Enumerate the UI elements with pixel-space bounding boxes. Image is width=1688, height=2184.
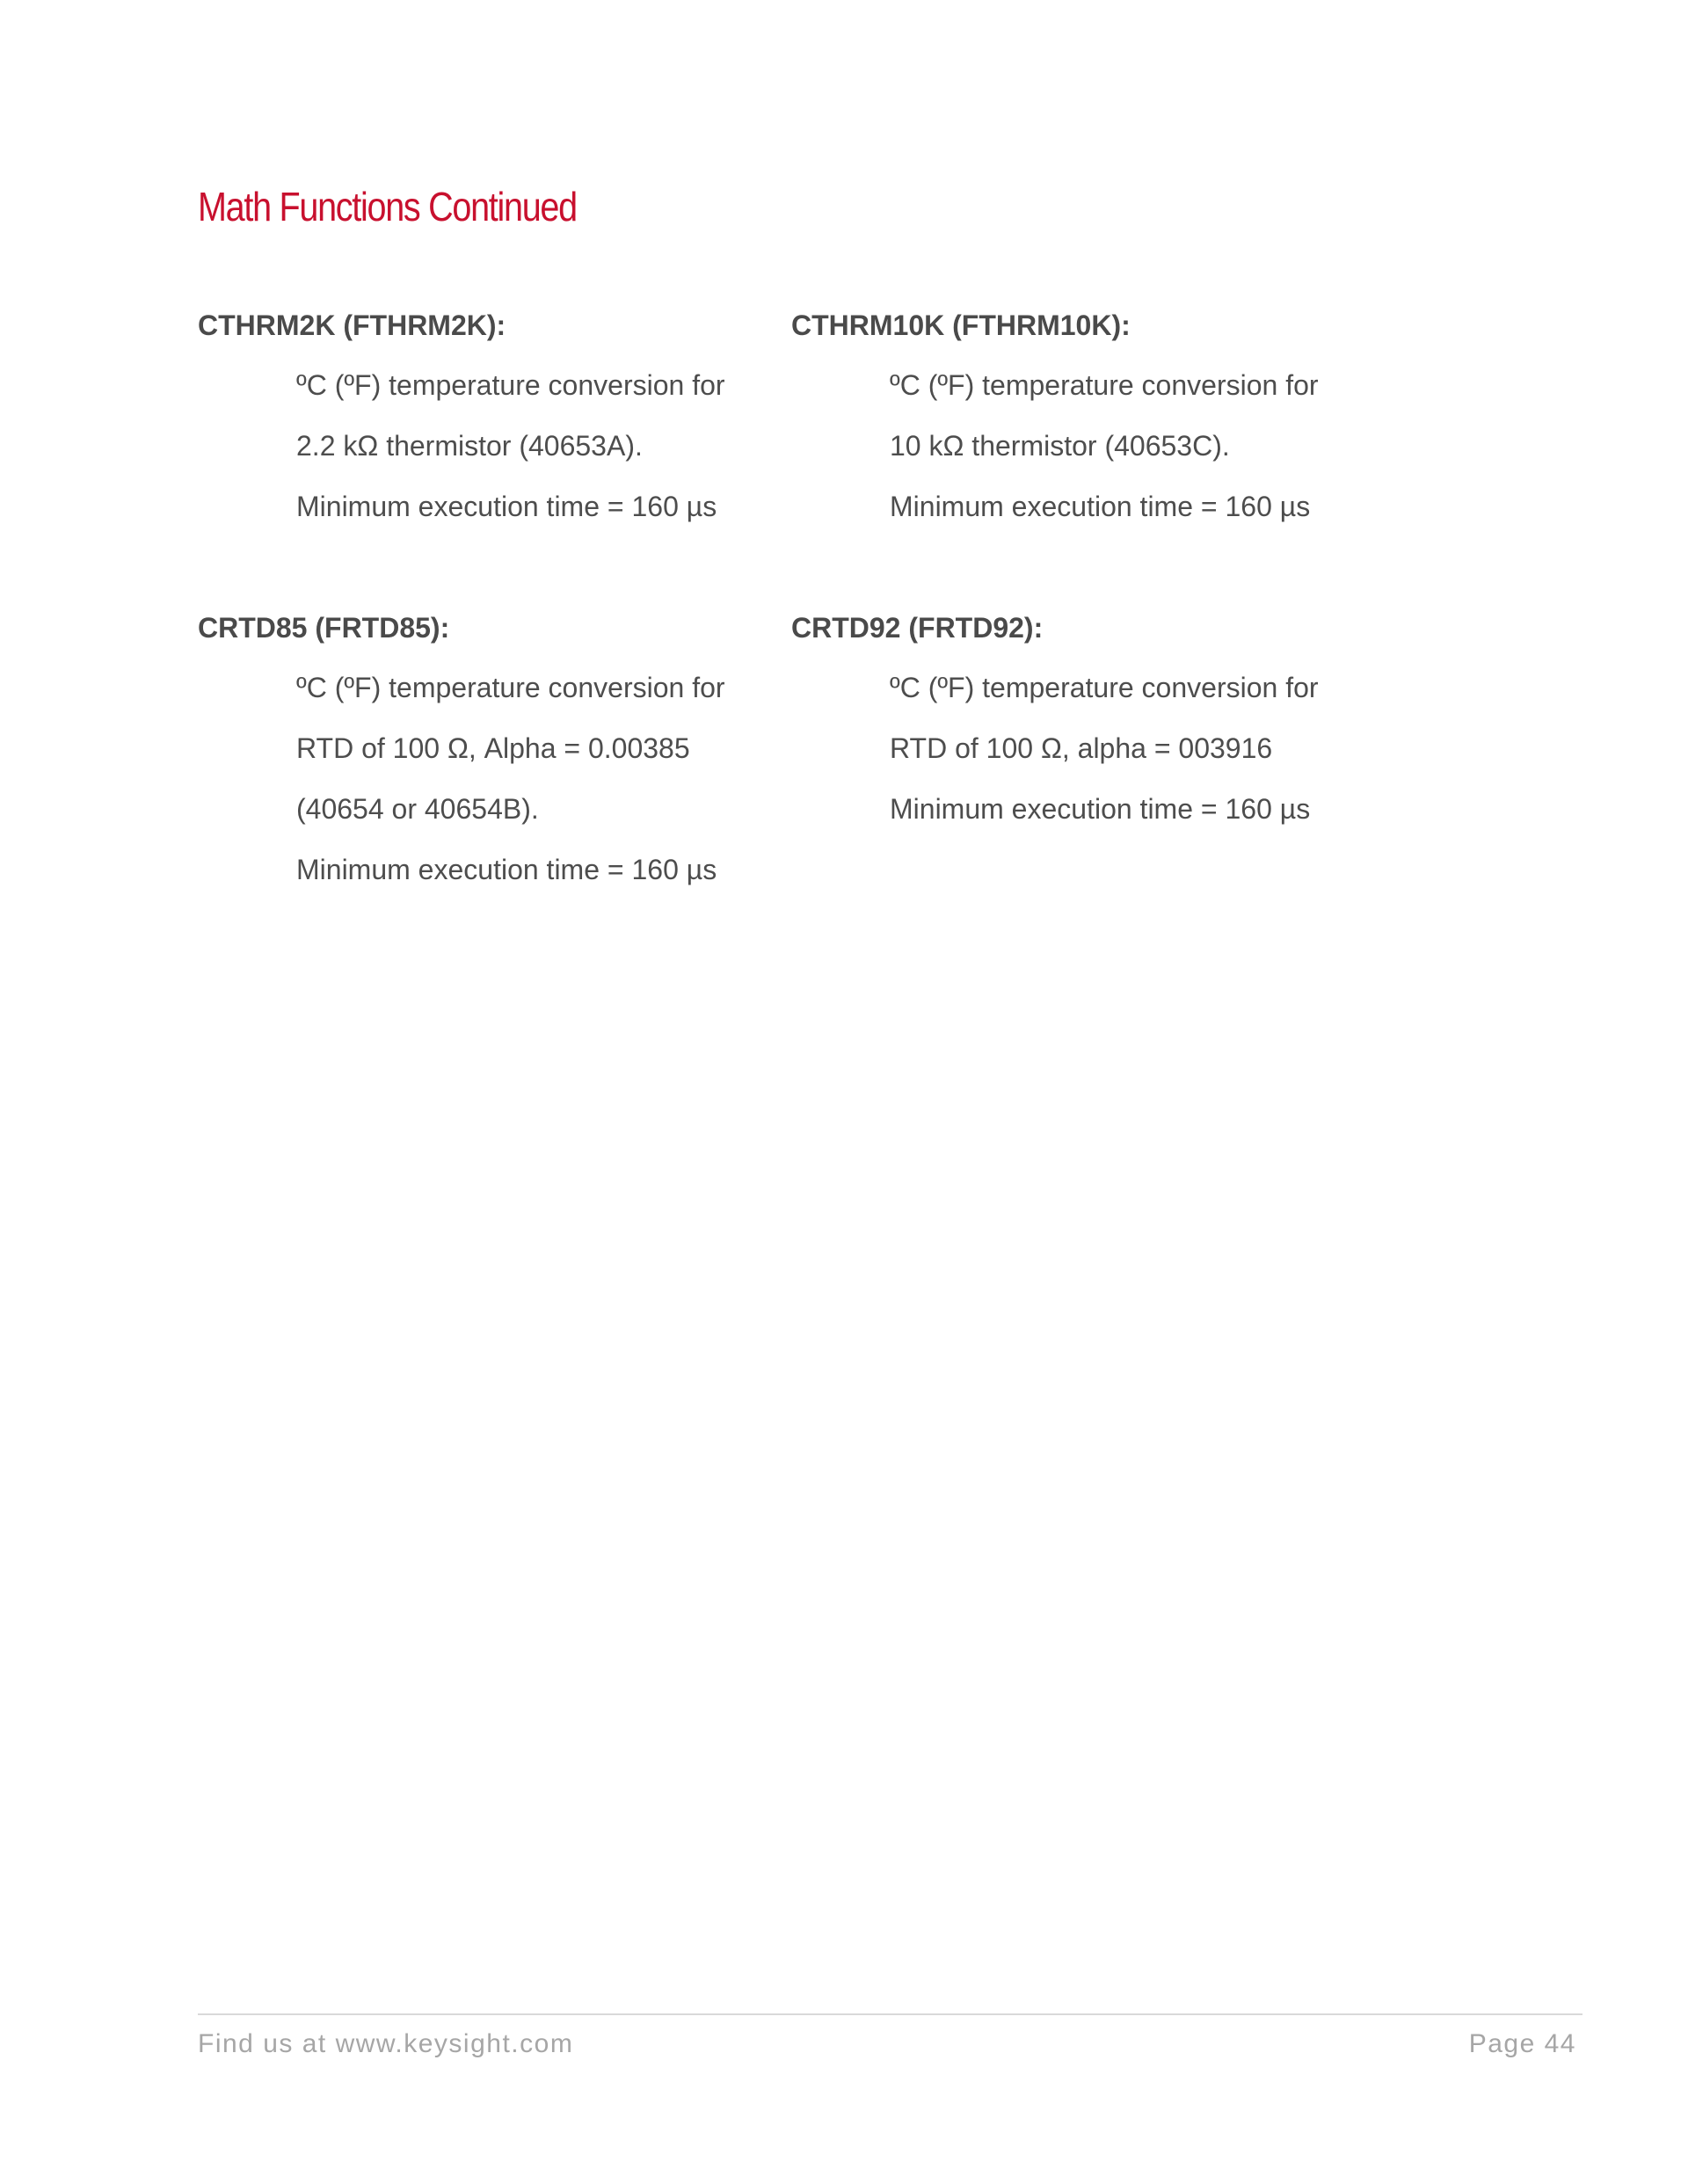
- function-entry-cthrm10k: [791, 308, 1363, 550]
- description-line: RTD of 100 Ω, alpha = 003916: [890, 732, 1273, 764]
- function-entry-crtd92: [791, 610, 1363, 852]
- description-line: 10 kΩ thermistor (40653C).: [890, 430, 1230, 462]
- function-description: [890, 670, 1363, 826]
- description-line: Minimum execution time = 160 µs: [890, 793, 1311, 825]
- description-line: Minimum execution time = 160 µs: [296, 854, 717, 885]
- description-line: Minimum execution time = 160 µs: [296, 491, 717, 522]
- description-line: ºC (ºF) temperature conversion for: [296, 369, 725, 401]
- function-description: [296, 368, 769, 524]
- description-line: (40654 or 40654B).: [296, 793, 539, 825]
- description-line: ºC (ºF) temperature conversion for: [890, 369, 1319, 401]
- description-line: ºC (ºF) temperature conversion for: [296, 672, 725, 703]
- function-entry-cthrm2k: [198, 308, 769, 550]
- function-heading: CTHRM10K (FTHRM10K):: [791, 309, 1131, 341]
- description-line: ºC (ºF) temperature conversion for: [890, 672, 1319, 703]
- footer-website: Find us at www.keysight.com: [198, 2029, 574, 2058]
- function-description: [296, 670, 769, 887]
- description-line: 2.2 kΩ thermistor (40653A).: [296, 430, 643, 462]
- description-line: RTD of 100 Ω, Alpha = 0.00385: [296, 732, 690, 764]
- function-heading: CRTD92 (FRTD92):: [791, 612, 1044, 644]
- function-heading: CTHRM2K (FTHRM2K):: [198, 309, 506, 341]
- function-entry-crtd85: [198, 610, 769, 913]
- function-heading: CRTD85 (FRTD85):: [198, 612, 450, 644]
- footer-page-number: Page 44: [1468, 2029, 1576, 2058]
- footer-divider: [198, 2013, 1582, 2015]
- page-title: Math Functions Continued: [198, 184, 577, 229]
- description-line: Minimum execution time = 160 µs: [890, 491, 1311, 522]
- function-description: [890, 368, 1363, 524]
